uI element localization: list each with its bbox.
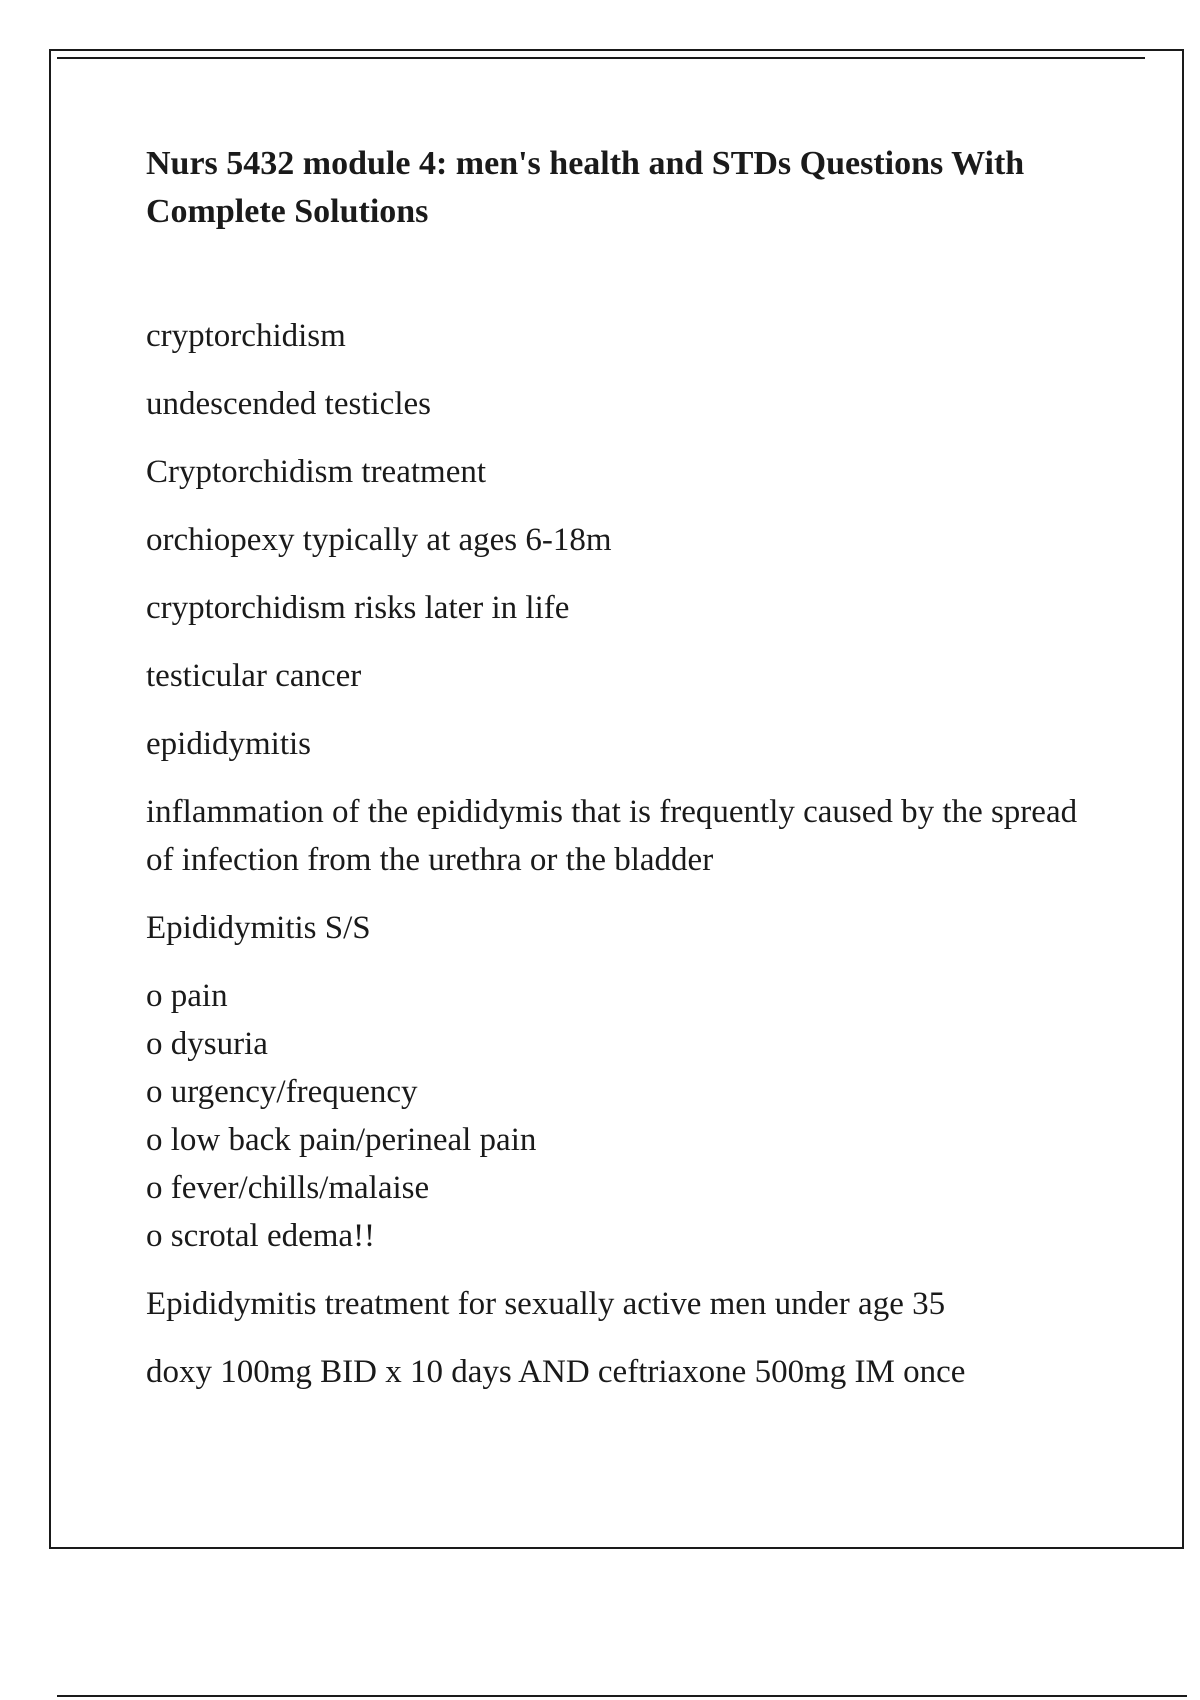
symptom-item: o urgency/frequency	[146, 1074, 418, 1110]
top-rule	[57, 57, 1145, 59]
symptom-item: o low back pain/perineal pain	[146, 1122, 537, 1158]
symptom-item: o scrotal edema!!	[146, 1218, 376, 1254]
term-epididymitis-symptoms: Epididymitis S/S	[146, 910, 371, 946]
term-cryptorchidism: cryptorchidism	[146, 318, 346, 354]
definition-cryptorchidism-treatment: orchiopexy typically at ages 6-18m	[146, 522, 612, 558]
bottom-rule	[57, 1695, 1187, 1697]
symptom-list	[146, 972, 1106, 1260]
qa-list	[146, 312, 1106, 1396]
definition-cryptorchidism: undescended testicles	[146, 386, 431, 422]
symptom-item: o fever/chills/malaise	[146, 1170, 430, 1206]
definition-epididymitis-treatment: doxy 100mg BID x 10 days AND ceftriaxone 500mg IM once	[146, 1354, 966, 1390]
definition-cryptorchidism-risks: testicular cancer	[146, 658, 362, 694]
definition-epididymitis: inflammation of the epididymis that is frequently caused by the spread of infection from the urethra or the bladder	[146, 794, 1078, 878]
term-cryptorchidism-risks: cryptorchidism risks later in life	[146, 590, 570, 626]
document-body	[146, 140, 1106, 1416]
document-title: Nurs 5432 module 4: men's health and STDs Questions With Complete Solutions	[146, 145, 1025, 230]
term-cryptorchidism-treatment: Cryptorchidism treatment	[146, 454, 487, 490]
symptom-item: o pain	[146, 978, 228, 1014]
term-epididymitis-treatment: Epididymitis treatment for sexually active men under age 35	[146, 1286, 946, 1322]
symptom-item: o dysuria	[146, 1026, 268, 1062]
term-epididymitis: epididymitis	[146, 726, 311, 762]
